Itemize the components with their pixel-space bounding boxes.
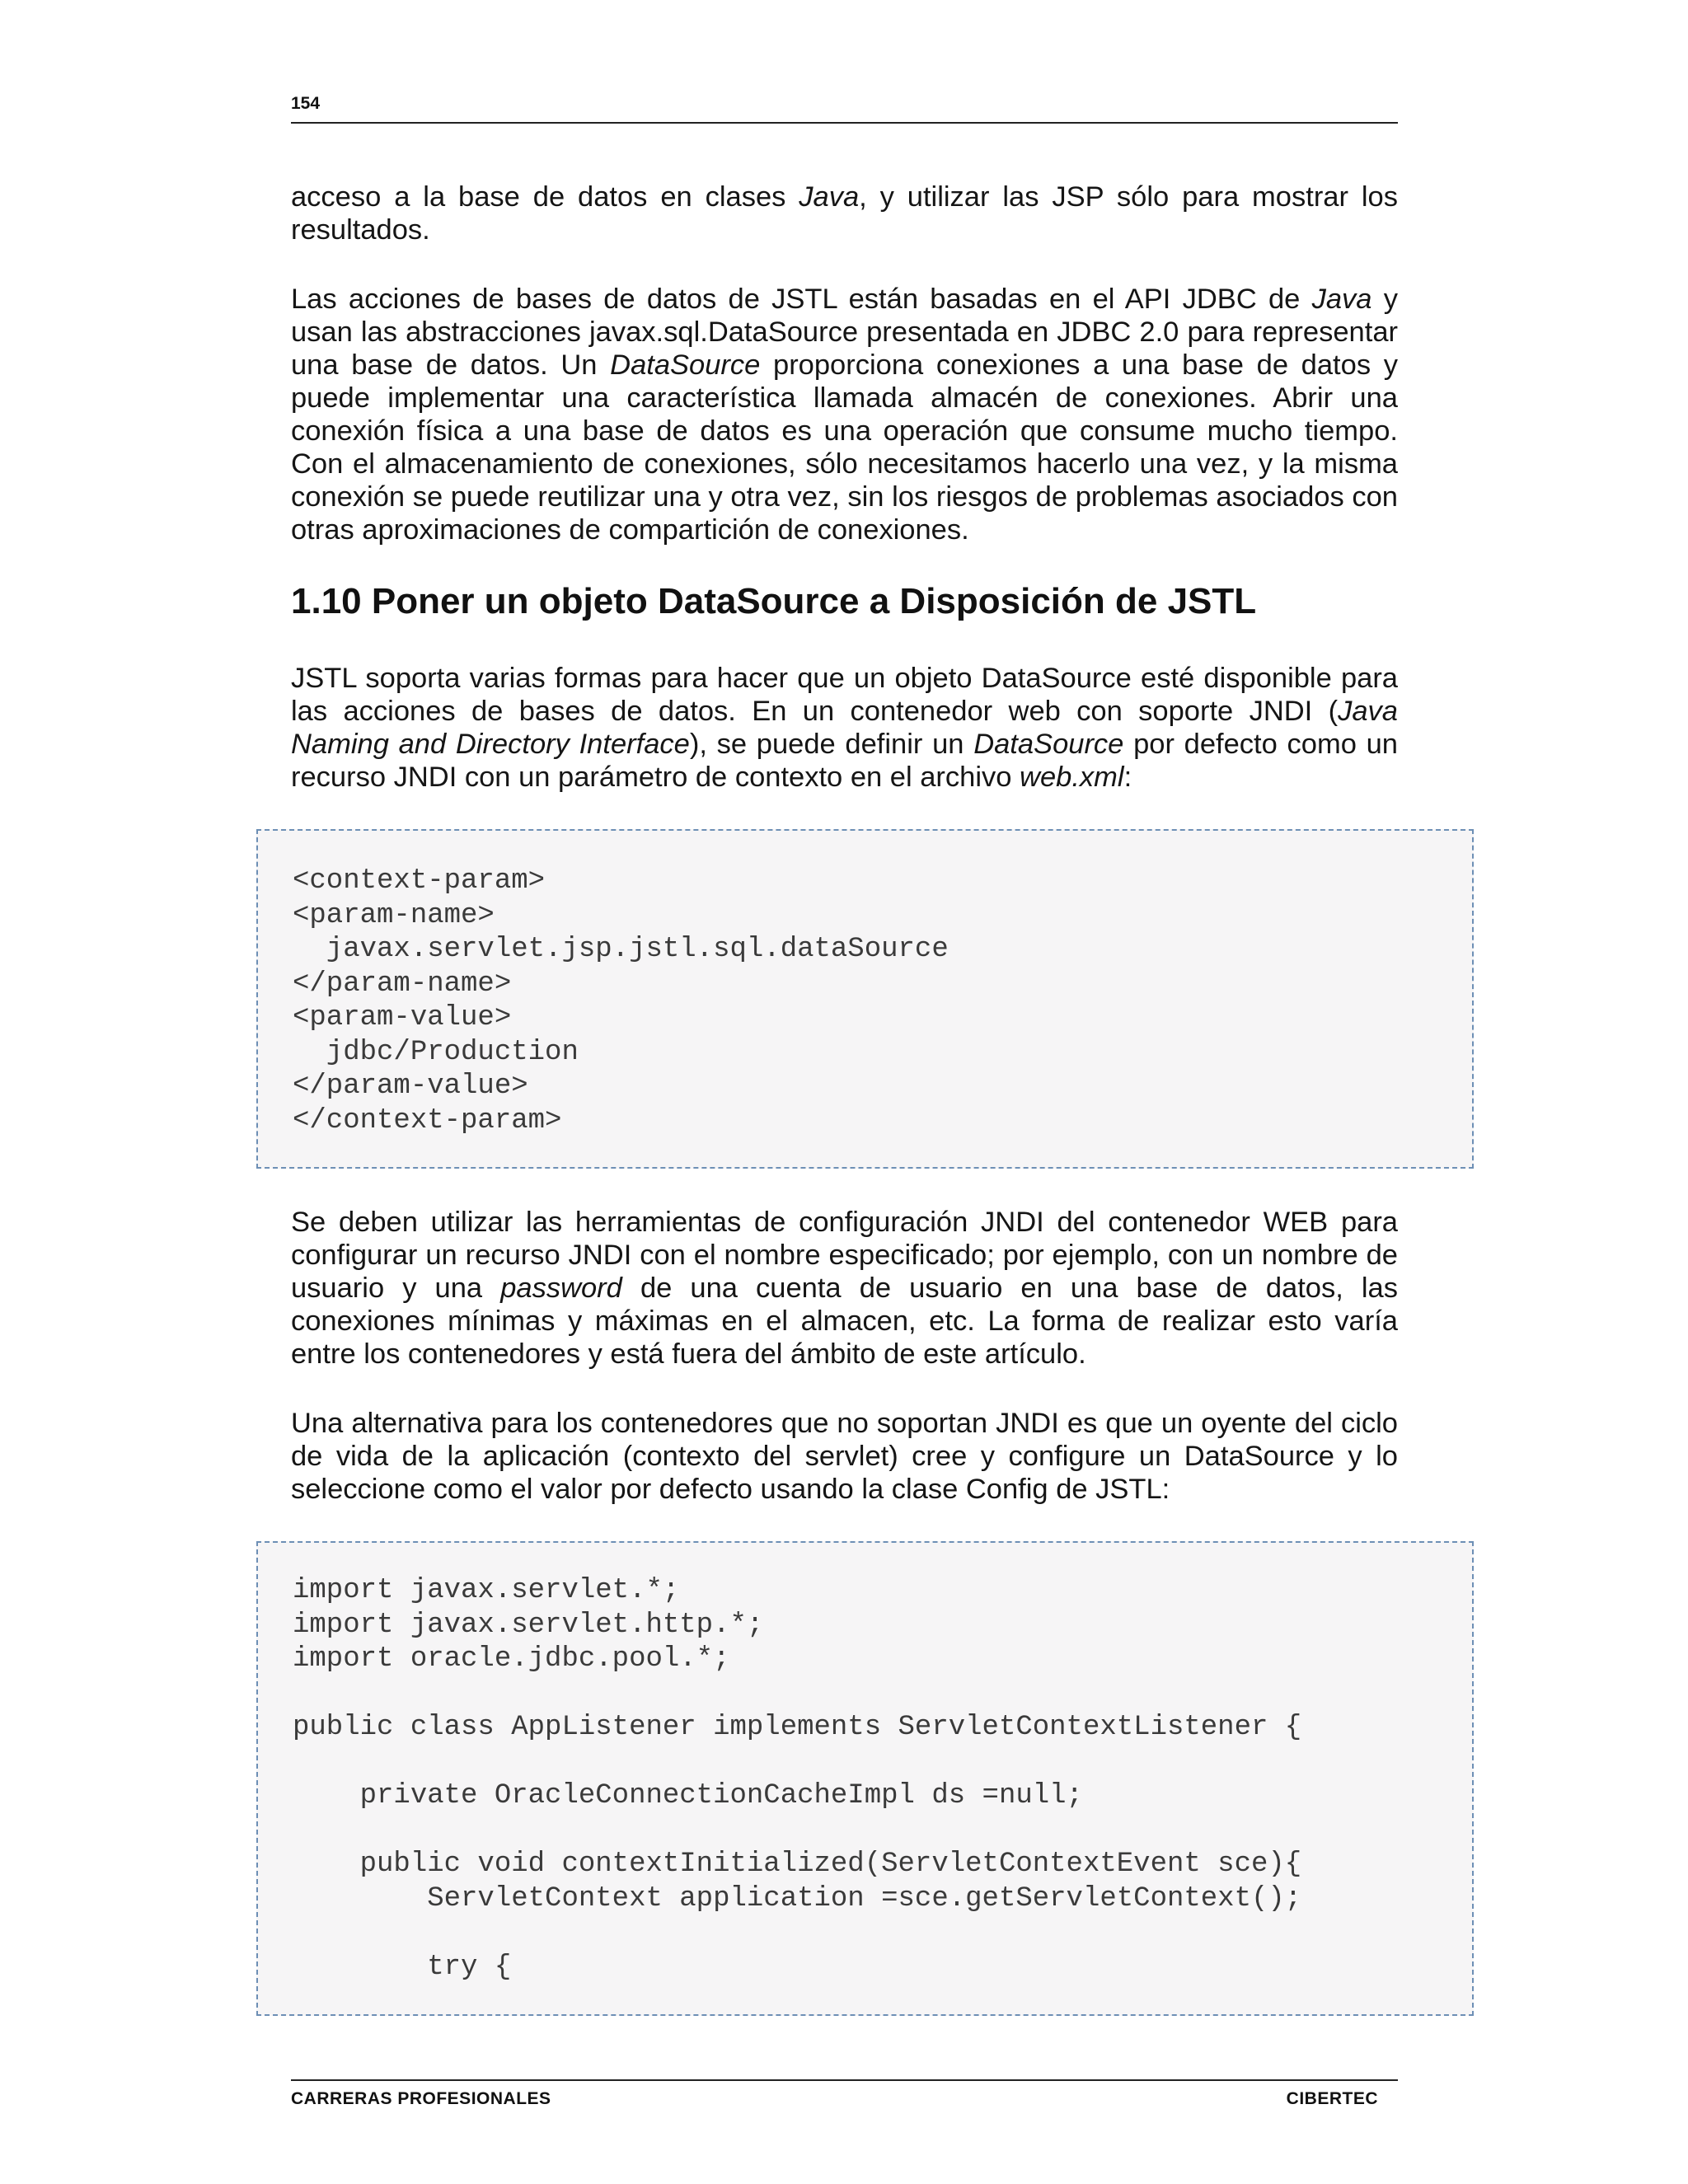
- java-code: import javax.servlet.*; import javax.servlet.http.*; import oracle.jdbc.pool.*; public class AppListener implements ServletContextListener { private OracleConnectionCacheImpl ds =null; public void contextInitialized(ServletContextEvent sce){ ServletContext application =sce.getServletContext(); try {: [293, 1575, 1302, 1983]
- text-run: Se deben utilizar las herramientas de configuración JNDI del contenedor WEB para configurar un recurso JNDI con el nombre especificado; por ejemplo, con un nombre de usuario y una: [291, 1207, 1398, 1304]
- text-run: de una cuenta de usuario en una base de datos, las conexiones mínimas y máximas en el almacen, etc. La forma de realizar esto varía entre los contenedores y está fuera del ámbito de este artículo.: [291, 1272, 1398, 1370]
- paragraph-datasource-options: [291, 662, 1398, 794]
- paragraph-jstl-database-actions: [291, 283, 1398, 546]
- italic-term: Java Naming and Directory Interface: [291, 696, 1398, 760]
- page-header: [291, 92, 1398, 124]
- italic-term: password: [500, 1272, 622, 1304]
- paragraph-intro: [291, 180, 1398, 246]
- text-run: proporciona conexiones a una base de datos y puede implementar una característica llamada almacén de conexiones. Abrir una conexión física a una base de datos es una operación que consume mucho tiempo. Con el almacenamiento de conexiones, sólo necesitamos hacerlo una vez, y la misma conexión se puede reutilizar una y otra vez, sin los riesgos de problemas asociados con otras aproximaciones de compartición de conexiones.: [291, 349, 1398, 546]
- italic-term: web.xml: [1020, 762, 1124, 793]
- xml-code-block: [256, 829, 1474, 1169]
- text-run: por defecto como un recurso JNDI con un parámetro de contexto en el archivo: [291, 729, 1398, 793]
- page-footer: [291, 2079, 1398, 2114]
- java-code-block: [256, 1541, 1474, 2016]
- italic-term: Java: [799, 181, 860, 213]
- text-run: JSTL soporta varias formas para hacer que un objeto DataSource esté disponible para las acciones de bases de datos. En un contenedor web con soporte JNDI (: [291, 663, 1398, 727]
- text-run: y usan las abstracciones javax.sql.DataSource presentada en JDBC 2.0 para representar una base de datos. Un: [291, 284, 1399, 381]
- italic-term: Java: [1311, 284, 1372, 315]
- footer-left-label: CARRERAS PROFESIONALES: [291, 2089, 551, 2108]
- text-run: Una alternativa para los contenedores que no soportan JNDI es que un oyente del ciclo de vida de la aplicación (contexto del servlet) cree y configure un DataSource y lo seleccione como el valor por defecto usando la clase Config de JSTL:: [291, 1408, 1398, 1505]
- italic-term: DataSource: [610, 349, 761, 381]
- italic-term: DataSource: [973, 729, 1124, 760]
- text-run: acceso a la base de datos en clases: [291, 181, 799, 213]
- xml-code: <context-param> <param-name> javax.servlet.jsp.jstl.sql.dataSource </param-name> <param-value> jdbc/Production </param-value> </context-param>: [293, 865, 949, 1137]
- paragraph-jndi-configuration: [291, 1206, 1398, 1371]
- text-run: , y utilizar las JSP sólo para mostrar los resultados.: [291, 181, 1398, 246]
- section-heading: 1.10 Poner un objeto DataSource a Disposición de JSTL: [291, 581, 1257, 621]
- text-run: Las acciones de bases de datos de JSTL están basadas en el API JDBC de: [291, 284, 1312, 315]
- text-run: :: [1123, 762, 1132, 793]
- text-run: ), se puede definir un: [689, 729, 974, 760]
- footer-right-label: CIBERTEC: [1286, 2089, 1378, 2108]
- page-number: 154: [291, 94, 321, 113]
- paragraph-lifecycle-listener: [291, 1407, 1398, 1506]
